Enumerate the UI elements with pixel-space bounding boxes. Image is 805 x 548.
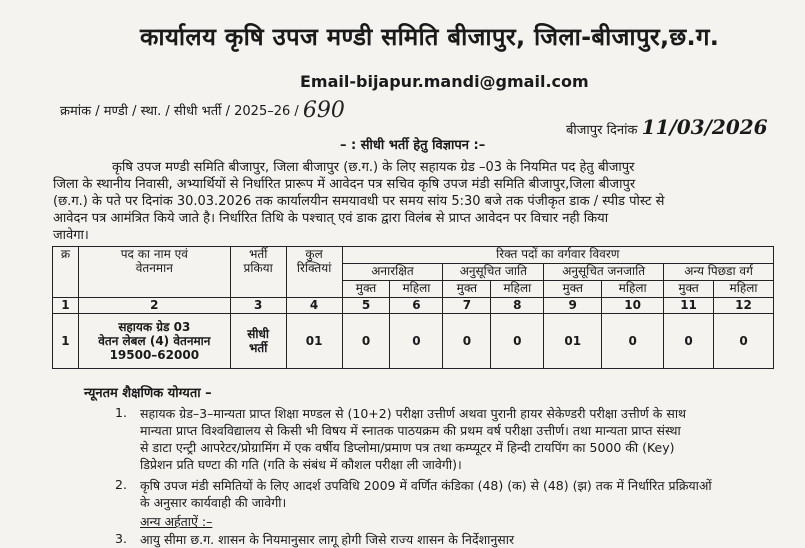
column-number: 7 — [443, 298, 491, 314]
column-number: 12 — [714, 298, 774, 314]
header-category-sc: अनुसूचित जाति — [443, 264, 544, 281]
row-process-line: भर्ती — [248, 341, 268, 355]
other-qualifications-heading: अन्य अर्हताऐं :– — [140, 514, 213, 529]
row-serial: 1 — [53, 314, 79, 369]
table-column-number-row — [53, 298, 774, 314]
header-category-general: अनारक्षित — [342, 264, 443, 281]
header-category-obc: अन्य पिछडा वर्ग — [664, 264, 774, 281]
item-number: 1. — [115, 405, 127, 420]
item-2-line: के अनुसार कार्यवाही की जावेगी। — [140, 495, 287, 510]
table-row — [53, 314, 774, 369]
date-line — [566, 115, 768, 139]
qualification-heading: न्यूनतम शैक्षणिक योग्यता – — [84, 386, 212, 401]
header-women: महिला — [602, 281, 664, 298]
vacancy-table — [52, 246, 774, 369]
row-value: 0 — [342, 314, 390, 369]
intro-line-4: आवेदन पत्र आमंत्रित किये जाते है। निर्धारित तिथि के पश्चात् एवं डाक द्वारा विलंब से प्राप्त आवेदन पर विचार नही किया — [53, 211, 609, 226]
row-value: 0 — [443, 314, 491, 369]
column-number: 4 — [286, 298, 342, 314]
reference-line — [60, 96, 345, 121]
intro-line-5: जावेगा। — [53, 228, 89, 243]
row-post-line: सहायक ग्रेड 03 — [118, 320, 191, 334]
header-total-line: कुल — [305, 247, 323, 261]
row-value: 0 — [491, 314, 544, 369]
column-number: 11 — [664, 298, 714, 314]
item-1-line: सहायक ग्रेड–3–मान्यता प्राप्त शिक्षा मण्डल से (10+2) परीक्षा उत्तीर्ण अथवा पुरानी हायर सेकेण्डरी परीक्षा उत्तीर्ण के साथ — [140, 406, 687, 421]
row-value: 0 — [714, 314, 774, 369]
header-serial: क्र — [53, 247, 79, 298]
header-women: महिला — [390, 281, 443, 298]
date-value: 11/03/2026 — [641, 115, 768, 139]
row-total: 01 — [286, 314, 342, 369]
item-1-line: मान्यता प्राप्त विश्वविद्यालय से किसी भी विषय में स्नातक पाठयक्रम की प्रथम वर्ष परीक्षा उत्तीर्ण। तथा मान्यता प्राप्त संस्था — [140, 423, 681, 438]
item-1-line: से डाटा एन्ट्री आपरेटर/प्रोग्रामिंग में एक वर्षीय डिप्लोमा/प्रमाण पत्र तथा कम्प्यूटर में हिन्दी टायपिंग का 5000 की (Key) — [140, 440, 675, 455]
header-open: मुक्त — [443, 281, 491, 298]
table-header-row — [53, 247, 774, 264]
column-number: 9 — [544, 298, 602, 314]
row-process — [230, 314, 286, 369]
date-label: बीजापुर दिनांक — [566, 123, 638, 138]
header-post-line: वेतनमान — [135, 261, 173, 275]
header-process — [230, 247, 286, 298]
item-number: 3. — [115, 531, 127, 546]
item-number: 2. — [115, 477, 127, 492]
item-3-line: आयु सीमा छ.ग. शासन के नियमानुसार लागू होगी जिसे राज्य शासन के निर्देशानुसार — [140, 532, 515, 547]
office-title: कार्यालय कृषि उपज मण्डी समिति बीजापुर, जिला-बीजापुर,छ.ग. — [140, 23, 720, 51]
intro-line-2: जिला के स्थानीय निवासी, अभ्यार्थियों से निर्धारित प्रारूप में आवेदन पत्र सचिव कृषि उपज मंडी समिति बीजापुर,जिला बीजापुर — [53, 177, 636, 192]
row-value: 0 — [664, 314, 714, 369]
header-open: मुक्त — [664, 281, 714, 298]
office-email: Email-bijapur.mandi@gmail.com — [300, 72, 589, 91]
column-number: 8 — [491, 298, 544, 314]
header-women: महिला — [714, 281, 774, 298]
header-process-line: भर्ती — [248, 247, 268, 261]
row-post-line: 19500–62000 — [109, 348, 200, 362]
row-value: 0 — [390, 314, 443, 369]
header-total-line: रिक्तियां — [296, 261, 332, 275]
intro-line-1: कृषि उपज मण्डी समिति बीजापुर, जिला बीजापुर (छ.ग.) के लिए सहायक ग्रेड –03 के नियमित पद हेतु बीजापुर — [112, 160, 635, 175]
column-number: 1 — [53, 298, 79, 314]
header-post — [78, 247, 230, 298]
header-category-st: अनुसूचित जनजाति — [544, 264, 664, 281]
row-process-line: सीधी — [247, 327, 269, 341]
header-open: मुक्त — [342, 281, 390, 298]
column-number: 2 — [78, 298, 230, 314]
reference-number: 690 — [302, 98, 345, 123]
notice-title: – : सीधी भर्ती हेतु विज्ञापन :– — [340, 138, 486, 153]
header-process-line: प्रकिया — [243, 261, 273, 275]
column-number: 6 — [390, 298, 443, 314]
intro-line-3: (छ.ग.) के पते पर दिनांक 30.03.2026 तक कार्यालयीन समयावधी पर समय सांय 5:30 बजे तक पंजीकृत डाक / स्पीड पोस्ट से — [53, 194, 665, 209]
row-value: 0 — [602, 314, 664, 369]
column-number: 3 — [230, 298, 286, 314]
row-post — [78, 314, 230, 369]
header-vacancy-group: रिक्त पदों का वर्गवार विवरण — [342, 247, 773, 264]
header-open: मुक्त — [544, 281, 602, 298]
column-number: 5 — [342, 298, 390, 314]
row-post-line: वेतन लेबल (4) वेतनमान — [98, 334, 211, 348]
reference-prefix: क्रमांक / मण्डी / स्था. / सीधी भर्ती / 2025–26 / — [60, 104, 299, 119]
column-number: 10 — [602, 298, 664, 314]
header-total — [286, 247, 342, 298]
row-value: 01 — [544, 314, 602, 369]
header-women: महिला — [491, 281, 544, 298]
item-2-line: कृषि उपज मंडी समितियों के लिए आदर्श उपविधि 2009 में वर्णित कंडिका (48) (क) से (48) (झ) तक में निर्धारित प्रक्रियाओं — [140, 478, 712, 493]
header-post-line: पद का नाम एवं — [120, 247, 188, 261]
item-1-line: डिप्रेशन प्रति घण्टा की गति (गति के संबंध में कौशल परीक्षा ली जावेगी)। — [140, 457, 462, 472]
